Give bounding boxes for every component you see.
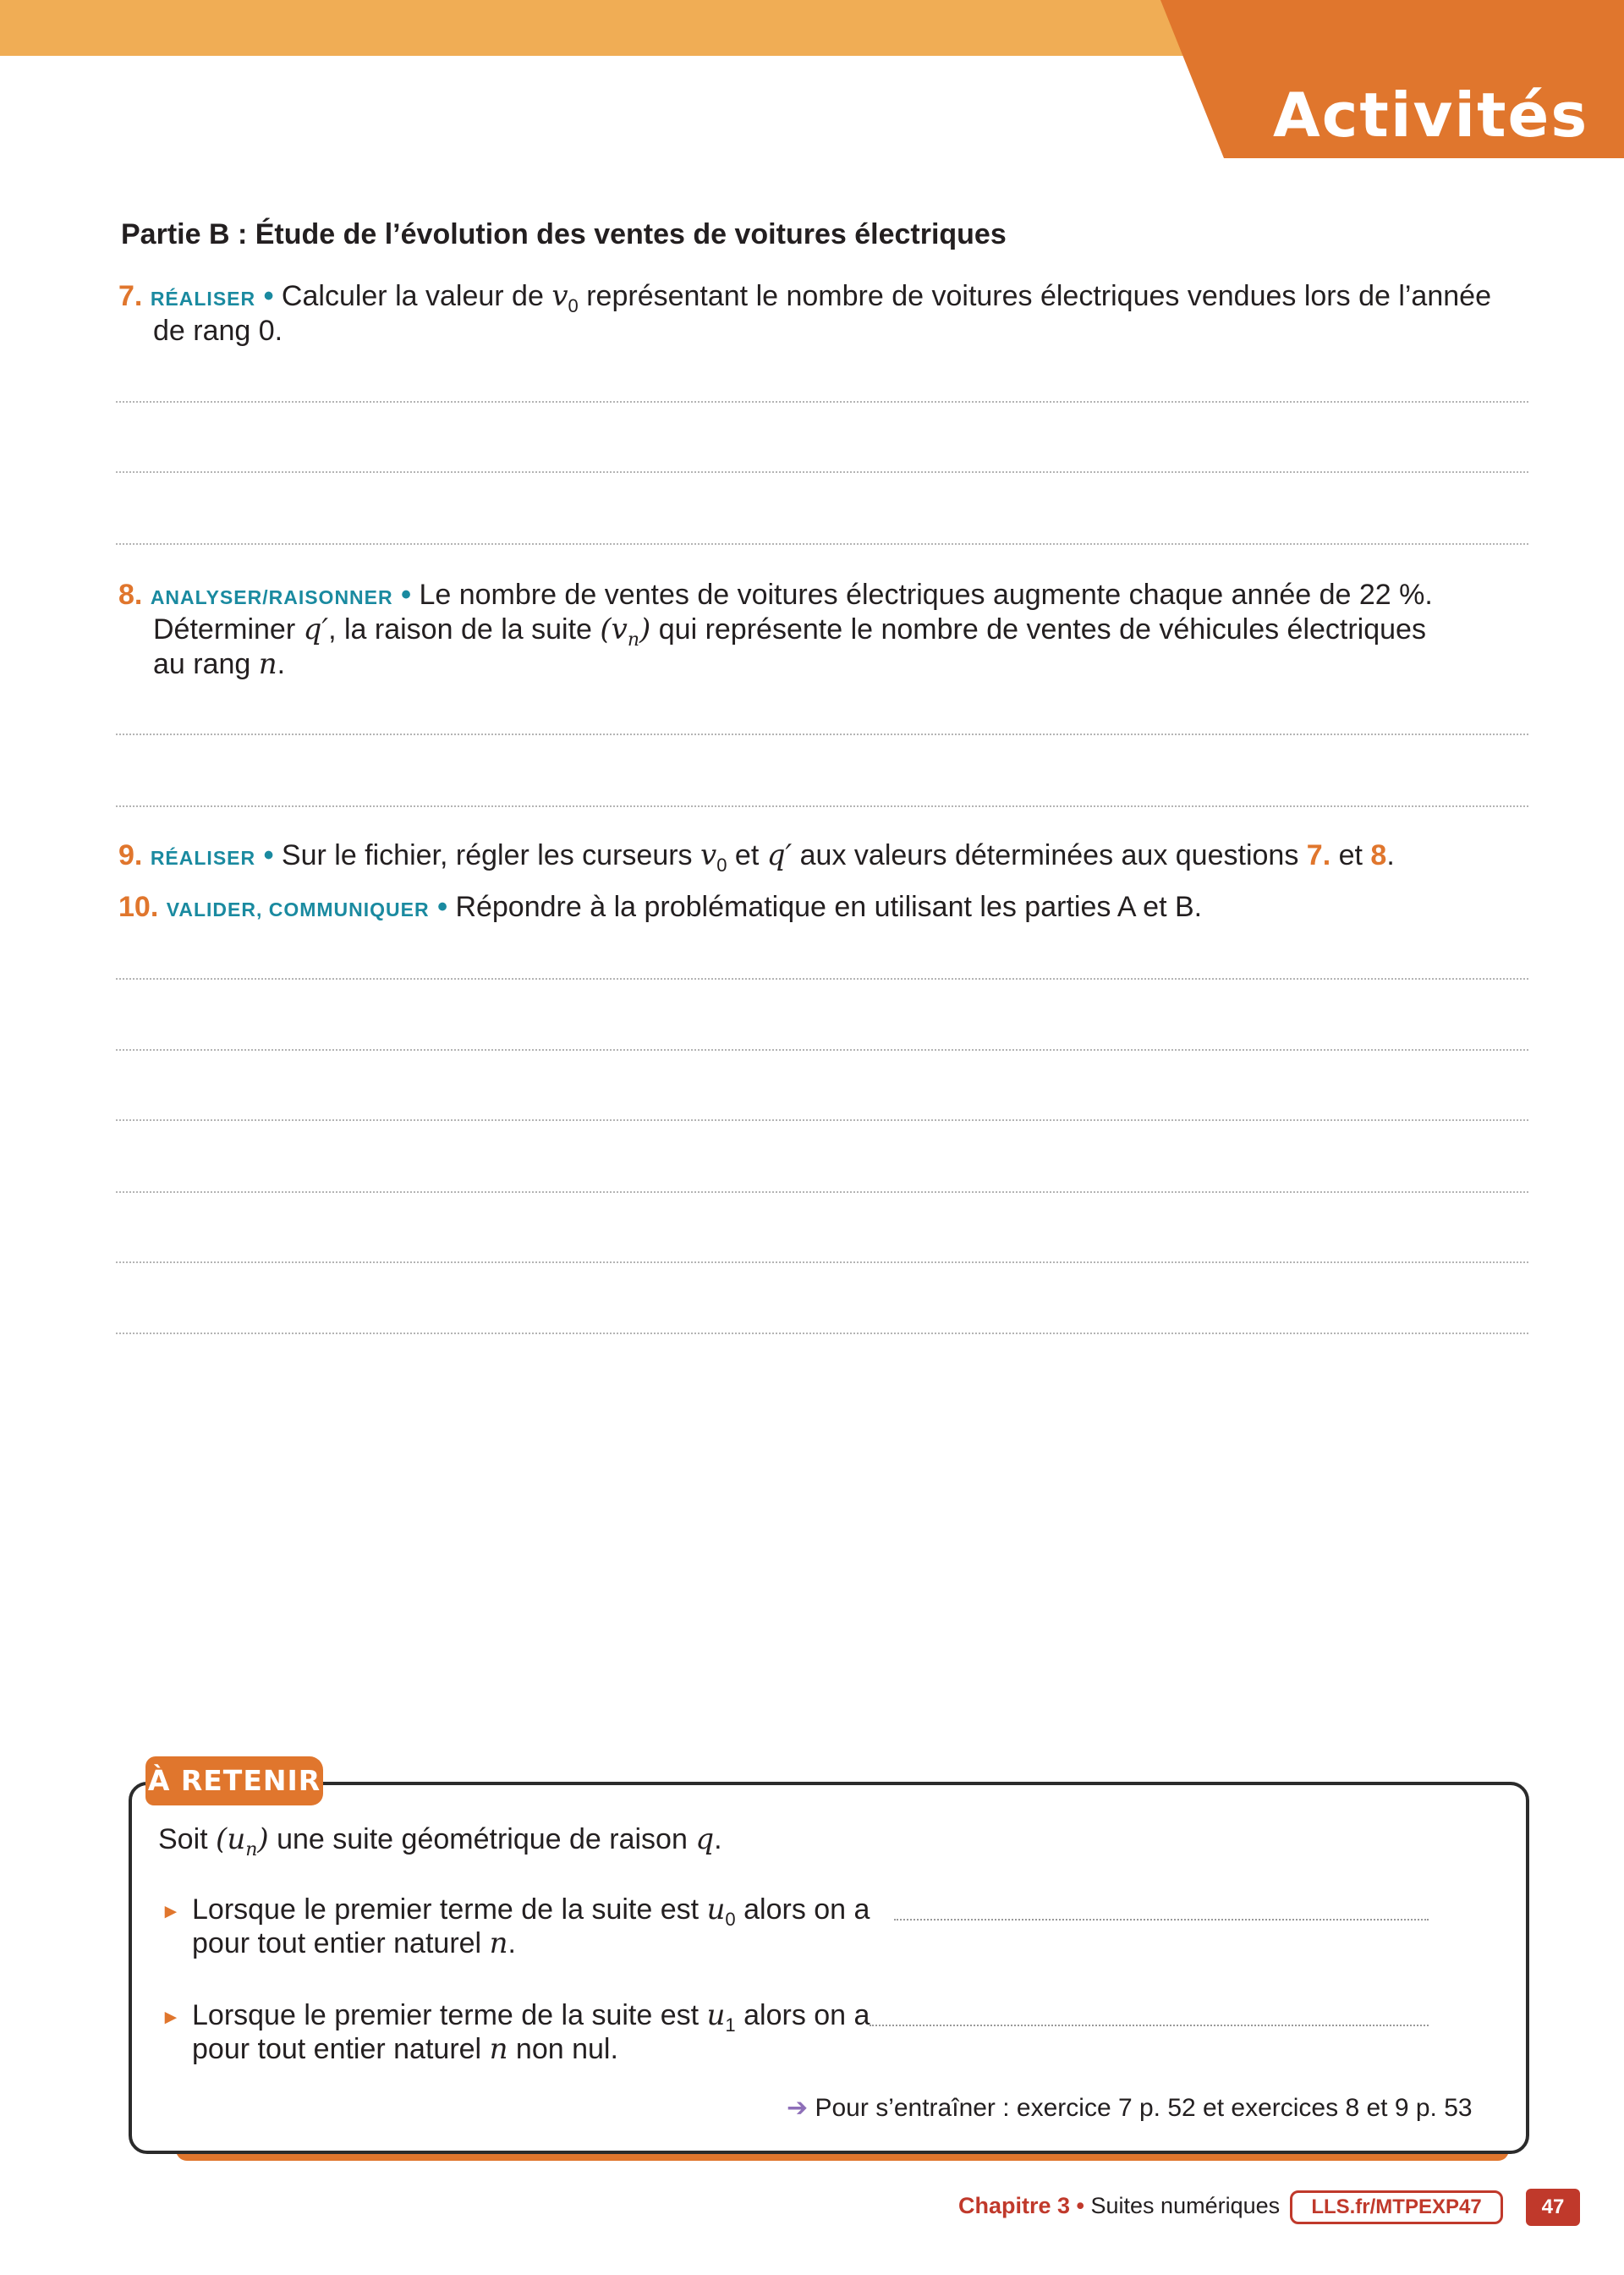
fill-in-line	[894, 1919, 1429, 1921]
question-text: .	[1386, 839, 1395, 871]
bullet-triangle-icon: ►	[161, 1900, 181, 1923]
lls-link[interactable]: LLS.fr/MTPEXP47	[1290, 2190, 1503, 2224]
math-sub: 0	[725, 1908, 736, 1930]
math-var: q′	[303, 613, 329, 646]
math-var: v	[551, 279, 568, 313]
question-text: qui représente le nombre de ventes de véhicules électriques	[650, 613, 1426, 646]
question-ref: 8	[1370, 839, 1387, 871]
math-sub: n	[627, 629, 640, 651]
answer-line	[116, 1333, 1528, 1334]
retenir-text: Soit	[158, 1823, 217, 1855]
math-paren: )	[257, 1822, 269, 1856]
answer-line	[116, 805, 1528, 807]
answer-line	[116, 471, 1528, 473]
skill-label: RÉALISER	[150, 847, 256, 869]
skill-label: ANALYSER/RAISONNER	[150, 586, 393, 608]
answer-line	[116, 543, 1528, 545]
answer-line	[116, 978, 1528, 980]
retenir-text: pour tout entier naturel	[192, 1927, 490, 1959]
math-var: u	[706, 1893, 726, 1926]
math-var: n	[489, 1926, 508, 1960]
question-8-line2	[153, 615, 1426, 650]
question-text: Répondre à la problématique en utilisant les parties A et B.	[455, 891, 1203, 923]
retenir-bullet-2	[192, 1998, 870, 2036]
answer-line	[116, 1049, 1528, 1051]
question-text: et	[727, 839, 767, 871]
retenir-text: non nul.	[508, 2033, 618, 2065]
math-paren: (	[216, 1822, 228, 1856]
retenir-text: alors on a	[735, 1893, 870, 1926]
answer-line	[116, 1119, 1528, 1121]
math-sub: 0	[716, 854, 727, 876]
retenir-bullet-1-line2	[192, 1926, 516, 1960]
retenir-bullet-2-line2	[192, 2032, 618, 2066]
math-sub: 1	[725, 2014, 736, 2036]
question-number: 8.	[118, 579, 143, 611]
math-sub: n	[245, 1838, 258, 1860]
part-title: Partie B : Étude de l’évolution des ventes de voitures électriques	[121, 218, 1007, 250]
math-var: u	[227, 1822, 246, 1856]
retenir-text: une suite géométrique de raison	[268, 1823, 696, 1855]
retenir-bullet-1	[192, 1895, 870, 1929]
separator: •	[263, 280, 274, 312]
math-var: q	[695, 1822, 715, 1856]
separator: •	[263, 839, 274, 871]
question-7	[118, 279, 1491, 316]
math-paren: )	[639, 613, 651, 646]
question-text: .	[277, 648, 286, 680]
retenir-text: .	[714, 1823, 722, 1855]
math-var: n	[489, 2032, 508, 2066]
question-text: aux valeurs déterminées aux questions	[792, 839, 1307, 871]
question-10	[118, 893, 1202, 921]
practice-reference	[787, 2096, 1473, 2121]
retenir-text: .	[508, 1927, 516, 1959]
footer-chapter	[958, 2195, 1280, 2217]
arrow-right-icon: ➔	[787, 2094, 809, 2122]
separator: •	[401, 579, 411, 611]
retenir-text: pour tout entier naturel	[192, 2033, 490, 2065]
separator: •	[437, 891, 447, 923]
math-var: n	[258, 647, 277, 681]
question-text: et	[1330, 839, 1371, 871]
separator: •	[1070, 2193, 1091, 2218]
question-number: 10.	[118, 891, 159, 923]
question-text: Déterminer	[153, 613, 304, 646]
practice-text: Pour s’entraîner : exercice 7 p. 52 et exercices 8 et 9 p. 53	[815, 2094, 1473, 2122]
retenir-text: Lorsque le premier terme de la suite est	[192, 1893, 707, 1926]
chapter-subject: Suites numériques	[1090, 2193, 1281, 2218]
question-text: représentant le nombre de voitures électriques vendues lors de l’année	[578, 280, 1491, 312]
chapter-label: Chapitre 3	[958, 2193, 1071, 2218]
math-var: q′	[766, 838, 793, 872]
math-var: v	[611, 613, 628, 646]
retenir-tag: À RETENIR	[145, 1756, 323, 1805]
math-sub: 0	[568, 294, 579, 316]
question-number: 7.	[118, 280, 143, 312]
answer-line	[116, 1261, 1528, 1263]
math-paren: (	[600, 613, 612, 646]
retenir-text: Lorsque le premier terme de la suite est	[192, 1999, 707, 2031]
question-text: , la raison de la suite	[328, 613, 601, 646]
question-8-line3	[153, 647, 286, 681]
retenir-intro	[158, 1822, 722, 1860]
skill-label: VALIDER, COMMUNIQUER	[166, 898, 430, 920]
answer-line	[116, 1191, 1528, 1193]
page-number: 47	[1526, 2189, 1580, 2226]
skill-label: RÉALISER	[150, 288, 256, 310]
question-ref: 7.	[1306, 839, 1331, 871]
question-text: Sur le fichier, régler les curseurs	[281, 839, 700, 871]
question-text: au rang	[153, 648, 259, 680]
answer-line	[116, 401, 1528, 403]
answer-line	[116, 734, 1528, 735]
question-9	[118, 838, 1395, 876]
question-text: Calculer la valeur de	[281, 280, 552, 312]
retenir-text: alors on a	[735, 1999, 870, 2031]
section-label: Activités	[1273, 80, 1589, 151]
question-text: Le nombre de ventes de voitures électriques augmente chaque année de 22 %.	[419, 579, 1433, 611]
math-var: v	[700, 838, 717, 872]
question-7-line2: de rang 0.	[153, 315, 283, 347]
question-8	[118, 580, 1433, 609]
fill-in-line	[870, 2025, 1429, 2026]
math-var: u	[706, 1998, 726, 2032]
bullet-triangle-icon: ►	[161, 2006, 181, 2029]
question-number: 9.	[118, 839, 143, 871]
